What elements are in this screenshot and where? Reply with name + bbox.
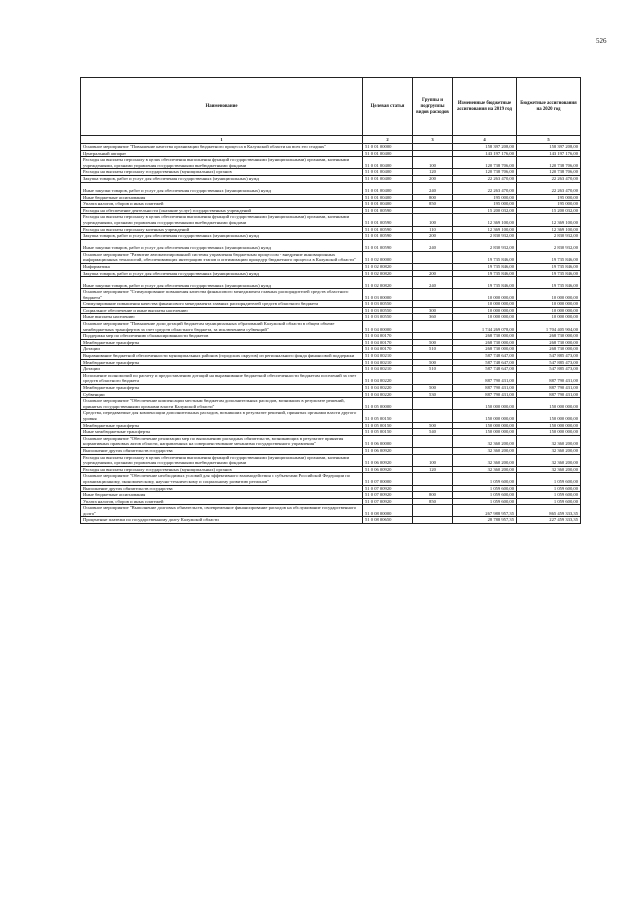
table-row [81,473,581,485]
table-row [81,422,581,429]
header-row [81,78,581,136]
row-2020-amount-cell: 150 000 000,00 [517,429,581,436]
row-name-cell: Межбюджетные трансферты [81,385,363,392]
row-2020-amount-cell: 32 360 200,00 [517,454,581,466]
row-group-cell [413,435,453,447]
row-name-cell: Основное мероприятие "Обеспечение необходимых условий для эффективного взаимодействия с субъектами Российской Федерации по организационному, экономическому, научно-техническому и социальному развитию регионов" [81,473,363,485]
row-group-cell: 500 [413,359,453,366]
row-2020-amount-cell: 1 059 600,00 [517,492,581,499]
row-2019-amount-cell: 1 059 600,00 [453,492,517,499]
row-code-cell: 51 0 04 00170 [363,346,413,353]
row-code-cell: 51 0 05 00150 [363,422,413,429]
row-code-cell: 51 0 06 00920 [363,466,413,473]
row-name-cell: Основное мероприятие "Выполнение долговых обязательств, своевременное финансирование расходов на обслуживание государственного долга" [81,505,363,517]
table-row [81,226,581,233]
row-group-cell: 500 [413,339,453,346]
table-row [81,144,581,151]
row-name-cell: Стимулирование повышения качества финансового менеджмента главных распорядителей средств областного бюджета [81,301,363,308]
row-2020-amount-cell: 19 735 846,00 [517,277,581,289]
table-row [81,289,581,301]
row-2019-amount-cell: 587 748 647,00 [453,359,517,366]
row-group-cell: 120 [413,466,453,473]
row-code-cell: 51 0 05 00000 [363,398,413,410]
row-2019-amount-cell: 19 735 846,00 [453,263,517,270]
row-2020-amount-cell: 195 000,00 [517,201,581,208]
row-2020-amount-cell: 12 369 100,00 [517,226,581,233]
row-2019-amount-cell: 19 735 846,00 [453,277,517,289]
row-name-cell: Выполнение других обязательств государства [81,447,363,454]
row-code-cell: 51 0 03 00550 [363,314,413,321]
row-group-cell: 540 [413,429,453,436]
row-2019-amount-cell: 150 000 000,00 [453,429,517,436]
row-group-cell [413,301,453,308]
row-2019-amount-cell: 12 369 100,00 [453,226,517,233]
table-row [81,339,581,346]
column-number: 1 [81,136,363,144]
row-group-cell [413,410,453,422]
row-code-cell: 51 0 04 00210 [363,353,413,360]
row-code-cell: 51 0 01 00400 [363,157,413,169]
row-group-cell: 200 [413,175,453,182]
row-2020-amount-cell: 268 730 000,00 [517,333,581,340]
header-2020: Бюджетные ассигнования на 2020 год [517,78,581,136]
row-code-cell: 51 0 06 00920 [363,447,413,454]
row-code-cell: 51 0 08 00000 [363,505,413,517]
table-row [81,517,581,524]
row-group-cell: 800 [413,194,453,201]
row-code-cell: 51 0 01 00400 [363,169,413,176]
table-row [81,353,581,360]
row-name-cell: Основное мероприятие "Повышение качества организации бюджетного процесса в Калужской области на всех его стадиях" [81,144,363,151]
row-name-cell: Закупка товаров, работ и услуг для обеспечения государственных (муниципальных) нужд [81,233,363,240]
header-code: Целевая статья [363,78,413,136]
row-2020-amount-cell: 1 059 600,00 [517,485,581,492]
row-name-cell: Основное мероприятие "Стимулирование повышения качества финансового менеджмента главных распорядителей средств областного бюджета" [81,289,363,301]
row-code-cell: 51 0 04 00220 [363,372,413,384]
row-2019-amount-cell: 120 738 706,00 [453,157,517,169]
row-2020-amount-cell: 10 000 000,00 [517,307,581,314]
row-2019-amount-cell: 10 000 000,00 [453,301,517,308]
row-group-cell [413,207,453,214]
column-number: 4 [453,136,517,144]
table-row [81,429,581,436]
column-number-row [81,136,581,144]
row-name-cell: Иные бюджетные ассигнования [81,194,363,201]
row-group-cell [413,321,453,333]
row-2019-amount-cell: 10 000 000,00 [453,289,517,301]
row-code-cell: 51 0 03 00000 [363,289,413,301]
row-2020-amount-cell: 887 790 431,00 [517,385,581,392]
row-2020-amount-cell: 22 263 470,00 [517,175,581,182]
row-2019-amount-cell: 2 830 932,00 [453,239,517,251]
row-name-cell: Исполнение полномочий по расчету и предоставлению дотаций на выравнивание бюджетной обеспеченности бюджетам поселений за счет средств областного бюджета [81,372,363,384]
table-row [81,157,581,169]
header-name: Наименование [81,78,363,136]
row-2020-amount-cell: 19 735 846,00 [517,251,581,263]
row-name-cell: Межбюджетные трансферты [81,339,363,346]
row-2019-amount-cell: 887 790 431,00 [453,391,517,398]
table-row [81,447,581,454]
table-row [81,194,581,201]
row-2019-amount-cell: 10 000 000,00 [453,307,517,314]
row-name-cell: Иные закупки товаров, работ и услуг для обеспечения государственных (муниципальных) нужд [81,277,363,289]
row-name-cell: Дотации [81,346,363,353]
row-code-cell: 51 0 01 00400 [363,201,413,208]
row-group-cell: 850 [413,201,453,208]
row-2020-amount-cell: 887 790 431,00 [517,391,581,398]
row-code-cell: 51 0 04 00210 [363,366,413,373]
row-group-cell: 240 [413,239,453,251]
row-2020-amount-cell: 32 360 200,00 [517,466,581,473]
table-row [81,150,581,157]
row-group-cell: 500 [413,422,453,429]
table-row [81,277,581,289]
budget-table [80,77,581,524]
row-2020-amount-cell: 10 000 000,00 [517,314,581,321]
row-2019-amount-cell: 22 263 470,00 [453,175,517,182]
row-group-cell [413,333,453,340]
row-name-cell: Иные выплаты населению [81,314,363,321]
row-name-cell: Расходы на выплаты персоналу в целях обеспечения выполнения функций государственными (муниципальными) органами, казенными учреждениями, органами управления государственными внебюджетными фондами [81,157,363,169]
column-number: 2 [363,136,413,144]
table-row [81,391,581,398]
row-name-cell: Основное мероприятие "Обеспечение реализации мер по выполнению расходных обязательств, возникающих в результате принятия нормативных правовых актов области, направленных на совершенствование механизма государственного управления" [81,435,363,447]
row-name-cell: Расходы на обеспечение деятельности (оказание услуг) государственных учреждений [81,207,363,214]
row-2019-amount-cell: 10 000 000,00 [453,314,517,321]
row-code-cell: 51 0 03 00550 [363,307,413,314]
row-code-cell: 51 0 07 00000 [363,473,413,485]
row-2019-amount-cell: 2 830 932,00 [453,233,517,240]
header-group: Группы и подгруппы видов расходов [413,78,453,136]
row-group-cell [413,485,453,492]
row-name-cell: Закупка товаров, работ и услуг для обеспечения государственных (муниципальных) нужд [81,270,363,277]
row-2020-amount-cell: 32 360 200,00 [517,447,581,454]
row-2020-amount-cell: 10 000 000,00 [517,289,581,301]
row-group-cell [413,144,453,151]
row-2019-amount-cell: 32 360 200,00 [453,435,517,447]
row-2019-amount-cell: 268 730 000,00 [453,333,517,340]
page-number: 526 [596,37,607,45]
row-2019-amount-cell: 12 369 100,00 [453,214,517,226]
row-2019-amount-cell: 268 730 000,00 [453,339,517,346]
header-2019: Измененные бюджетные ассигнования на 2019 год [453,78,517,136]
row-code-cell: 51 0 01 00400 [363,194,413,201]
table-row [81,466,581,473]
row-name-cell: Расходы на выплаты персоналу государственных (муниципальных) органов [81,466,363,473]
row-code-cell: 51 0 04 00220 [363,391,413,398]
table-body [81,144,581,524]
row-name-cell: Межбюджетные трансферты [81,359,363,366]
row-name-cell: Процентные платежи по государственному долгу Калужской области [81,517,363,524]
row-2020-amount-cell: 1 059 600,00 [517,473,581,485]
table-row [81,333,581,340]
row-2020-amount-cell: 887 790 431,00 [517,372,581,384]
row-code-cell: 51 0 01 00590 [363,226,413,233]
row-group-cell: 100 [413,157,453,169]
row-2019-amount-cell: 195 000,00 [453,194,517,201]
table-row [81,314,581,321]
row-group-cell [413,289,453,301]
row-name-cell: Субвенции [81,391,363,398]
row-code-cell: 51 0 04 00000 [363,321,413,333]
table-row [81,346,581,353]
row-2020-amount-cell: 10 000 000,00 [517,301,581,308]
row-2020-amount-cell: 547 885 473,00 [517,366,581,373]
table-row [81,263,581,270]
row-2020-amount-cell: 143 197 176,00 [517,150,581,157]
table-row [81,366,581,373]
row-code-cell: 51 0 02 00820 [363,263,413,270]
row-name-cell: Выполнение других обязательств государства [81,485,363,492]
table-row [81,270,581,277]
row-2019-amount-cell: 268 730 000,00 [453,346,517,353]
row-name-cell: Иные закупки товаров, работ и услуг для обеспечения государственных (муниципальных) нужд [81,182,363,194]
row-2019-amount-cell: 120 738 706,00 [453,169,517,176]
table-row [81,251,581,263]
row-2020-amount-cell: 2 830 932,00 [517,233,581,240]
table-row [81,207,581,214]
row-code-cell: 51 0 01 00590 [363,207,413,214]
row-name-cell: Основное мероприятие "Повышение доли дотаций бюджетам муниципальных образований Калужской области в общем объеме межбюджетных трансфертов за счет средств областного бюджета, за исключением субвенций" [81,321,363,333]
row-group-cell: 300 [413,307,453,314]
row-2020-amount-cell: 158 397 208,00 [517,144,581,151]
table-row [81,410,581,422]
row-group-cell [413,263,453,270]
table-row [81,239,581,251]
row-group-cell: 510 [413,366,453,373]
row-code-cell: 51 0 01 00400 [363,150,413,157]
row-code-cell: 51 0 06 00000 [363,435,413,447]
row-name-cell: Уплата налогов, сборов и иных платежей [81,201,363,208]
row-2020-amount-cell: 12 369 100,00 [517,214,581,226]
table-row [81,321,581,333]
row-2019-amount-cell: 22 263 470,00 [453,182,517,194]
row-2019-amount-cell: 150 000 000,00 [453,410,517,422]
row-2019-amount-cell: 150 000 000,00 [453,398,517,410]
row-code-cell: 51 0 07 00920 [363,485,413,492]
row-2020-amount-cell: 195 000,00 [517,194,581,201]
row-code-cell: 51 0 04 00220 [363,385,413,392]
row-group-cell [413,447,453,454]
column-number: 5 [517,136,581,144]
row-code-cell: 51 0 04 00210 [363,359,413,366]
row-code-cell: 51 0 05 00150 [363,410,413,422]
row-2019-amount-cell: 19 735 846,00 [453,270,517,277]
row-group-cell: 200 [413,233,453,240]
row-group-cell: 100 [413,454,453,466]
row-name-cell: Закупка товаров, работ и услуг для обеспечения государственных (муниципальных) нужд [81,175,363,182]
row-2020-amount-cell: 268 730 000,00 [517,339,581,346]
row-name-cell: Расходы на выплаты персоналу государственных (муниципальных) органов [81,169,363,176]
row-group-cell: 510 [413,346,453,353]
row-code-cell: 51 0 05 00150 [363,429,413,436]
row-code-cell: 51 0 01 00400 [363,182,413,194]
row-group-cell [413,150,453,157]
row-code-cell: 51 0 01 00000 [363,144,413,151]
row-code-cell: 51 0 07 00920 [363,492,413,499]
row-2019-amount-cell: 1 059 600,00 [453,498,517,505]
row-name-cell: Социальное обеспечение и иные выплаты населению [81,307,363,314]
table-row [81,301,581,308]
row-name-cell: Иные бюджетные ассигнования [81,492,363,499]
row-2020-amount-cell: 150 000 000,00 [517,398,581,410]
row-2020-amount-cell: 547 885 473,00 [517,359,581,366]
row-group-cell: 120 [413,169,453,176]
row-code-cell: 51 0 04 00170 [363,339,413,346]
table-row [81,233,581,240]
row-2020-amount-cell: 865 459 333,35 [517,505,581,517]
row-name-cell: Расходы на выплаты персоналу в целях обеспечения выполнения функций государственными (муниципальными) органами, казенными учреждениями, органами управления государственными внебюджетными фондами [81,214,363,226]
row-name-cell: Поддержка мер по обеспечению сбалансированности бюджетов [81,333,363,340]
row-2019-amount-cell: 887 790 431,00 [453,385,517,392]
row-2019-amount-cell: 158 397 208,00 [453,144,517,151]
row-group-cell: 850 [413,498,453,505]
table-row [81,175,581,182]
row-2020-amount-cell: 2 830 932,00 [517,239,581,251]
row-name-cell: Дотации [81,366,363,373]
row-name-cell: Центральный аппарат [81,150,363,157]
row-2019-amount-cell: 143 197 176,00 [453,150,517,157]
row-2020-amount-cell: 547 885 473,00 [517,353,581,360]
row-2020-amount-cell: 227 459 333,35 [517,517,581,524]
row-2019-amount-cell: 32 360 200,00 [453,447,517,454]
row-group-cell [413,353,453,360]
row-code-cell: 51 0 03 00550 [363,301,413,308]
row-2019-amount-cell: 15 200 032,00 [453,207,517,214]
row-name-cell: Уплата налогов, сборов и иных платежей [81,498,363,505]
row-code-cell: 51 0 01 00590 [363,214,413,226]
row-name-cell: Иные закупки товаров, работ и услуг для обеспечения государственных (муниципальных) нужд [81,239,363,251]
row-group-cell: 100 [413,214,453,226]
row-code-cell: 51 0 01 00590 [363,233,413,240]
row-2020-amount-cell: 15 200 032,00 [517,207,581,214]
row-group-cell: 240 [413,277,453,289]
row-code-cell: 51 0 06 00920 [363,454,413,466]
row-name-cell: Основное мероприятие "Развитие автоматизированной системы управления бюджетным процессом - внедрение инновационных информационных технологий, обеспечивающих интеграцию этапов и оптимизацию процедур бюджетного процесса в Калужской области" [81,251,363,263]
row-2019-amount-cell: 1 744 269 078,00 [453,321,517,333]
row-2020-amount-cell: 32 360 200,00 [517,435,581,447]
row-group-cell: 500 [413,385,453,392]
row-code-cell: 51 0 02 00820 [363,270,413,277]
row-code-cell: 51 0 01 00400 [363,175,413,182]
row-2020-amount-cell: 120 738 706,00 [517,157,581,169]
table-row [81,498,581,505]
row-2020-amount-cell: 19 735 846,00 [517,263,581,270]
row-2020-amount-cell: 120 738 706,00 [517,169,581,176]
row-group-cell [413,473,453,485]
row-2019-amount-cell: 587 748 647,00 [453,366,517,373]
row-code-cell: 51 0 01 00590 [363,239,413,251]
table-row [81,214,581,226]
row-2019-amount-cell: 587 748 647,00 [453,353,517,360]
row-code-cell: 51 0 02 00000 [363,251,413,263]
row-code-cell: 51 0 08 00650 [363,517,413,524]
row-group-cell [413,505,453,517]
row-group-cell [413,517,453,524]
row-name-cell: Расходы на выплаты персоналу в целях обеспечения выполнения функций государственными (муниципальными) органами, казенными учреждениями, органами управления государственными внебюджетными фондами [81,454,363,466]
row-2019-amount-cell: 267 988 957,35 [453,505,517,517]
row-code-cell: 51 0 02 00820 [363,277,413,289]
row-name-cell: Информатика [81,263,363,270]
table-row [81,492,581,499]
row-2019-amount-cell: 150 000 000,00 [453,422,517,429]
row-2020-amount-cell: 150 000 000,00 [517,410,581,422]
row-name-cell: Иные межбюджетные трансферты [81,429,363,436]
row-group-cell [413,398,453,410]
row-2019-amount-cell: 19 735 846,00 [453,251,517,263]
table-row [81,454,581,466]
row-2020-amount-cell: 268 730 000,00 [517,346,581,353]
row-group-cell: 530 [413,391,453,398]
table-row [81,169,581,176]
row-code-cell: 51 0 07 00920 [363,498,413,505]
row-group-cell: 240 [413,182,453,194]
row-name-cell: Расходы на выплаты персоналу казенных учреждений [81,226,363,233]
table-row [81,201,581,208]
row-2019-amount-cell: 32 360 200,00 [453,454,517,466]
row-group-cell [413,251,453,263]
table-row [81,398,581,410]
row-group-cell: 110 [413,226,453,233]
column-number: 3 [413,136,453,144]
row-group-cell: 800 [413,492,453,499]
row-2020-amount-cell: 1 704 405 904,00 [517,321,581,333]
table-row [81,182,581,194]
table-row [81,435,581,447]
row-2019-amount-cell: 1 059 600,00 [453,473,517,485]
row-2019-amount-cell: 32 360 200,00 [453,466,517,473]
table-row [81,485,581,492]
row-name-cell: Выравнивание бюджетной обеспеченности муниципальных районов (городских округов) из регионального фонда финансовой поддержки [81,353,363,360]
row-code-cell: 51 0 04 00170 [363,333,413,340]
row-2020-amount-cell: 22 263 470,00 [517,182,581,194]
table-row [81,359,581,366]
table-row [81,307,581,314]
row-2020-amount-cell: 1 059 600,00 [517,498,581,505]
row-2019-amount-cell: 887 790 431,00 [453,372,517,384]
row-2020-amount-cell: 19 735 846,00 [517,270,581,277]
row-group-cell [413,372,453,384]
row-2019-amount-cell: 1 059 600,00 [453,485,517,492]
table-row [81,505,581,517]
row-name-cell: Межбюджетные трансферты [81,422,363,429]
table-row [81,385,581,392]
row-2019-amount-cell: 28 788 957,35 [453,517,517,524]
row-name-cell: Основное мероприятие "Обеспечение компенсации местным бюджетам дополнительных расходов, возникших в результате решений, принятых государственными органами власти Калужской области" [81,398,363,410]
row-group-cell: 200 [413,270,453,277]
row-name-cell: Средства, передаваемые для компенсации дополнительных расходов, возникших в результате решений, принятых органами власти другого уровня [81,410,363,422]
row-2019-amount-cell: 195 000,00 [453,201,517,208]
row-group-cell: 360 [413,314,453,321]
row-2020-amount-cell: 150 000 000,00 [517,422,581,429]
table-row [81,372,581,384]
